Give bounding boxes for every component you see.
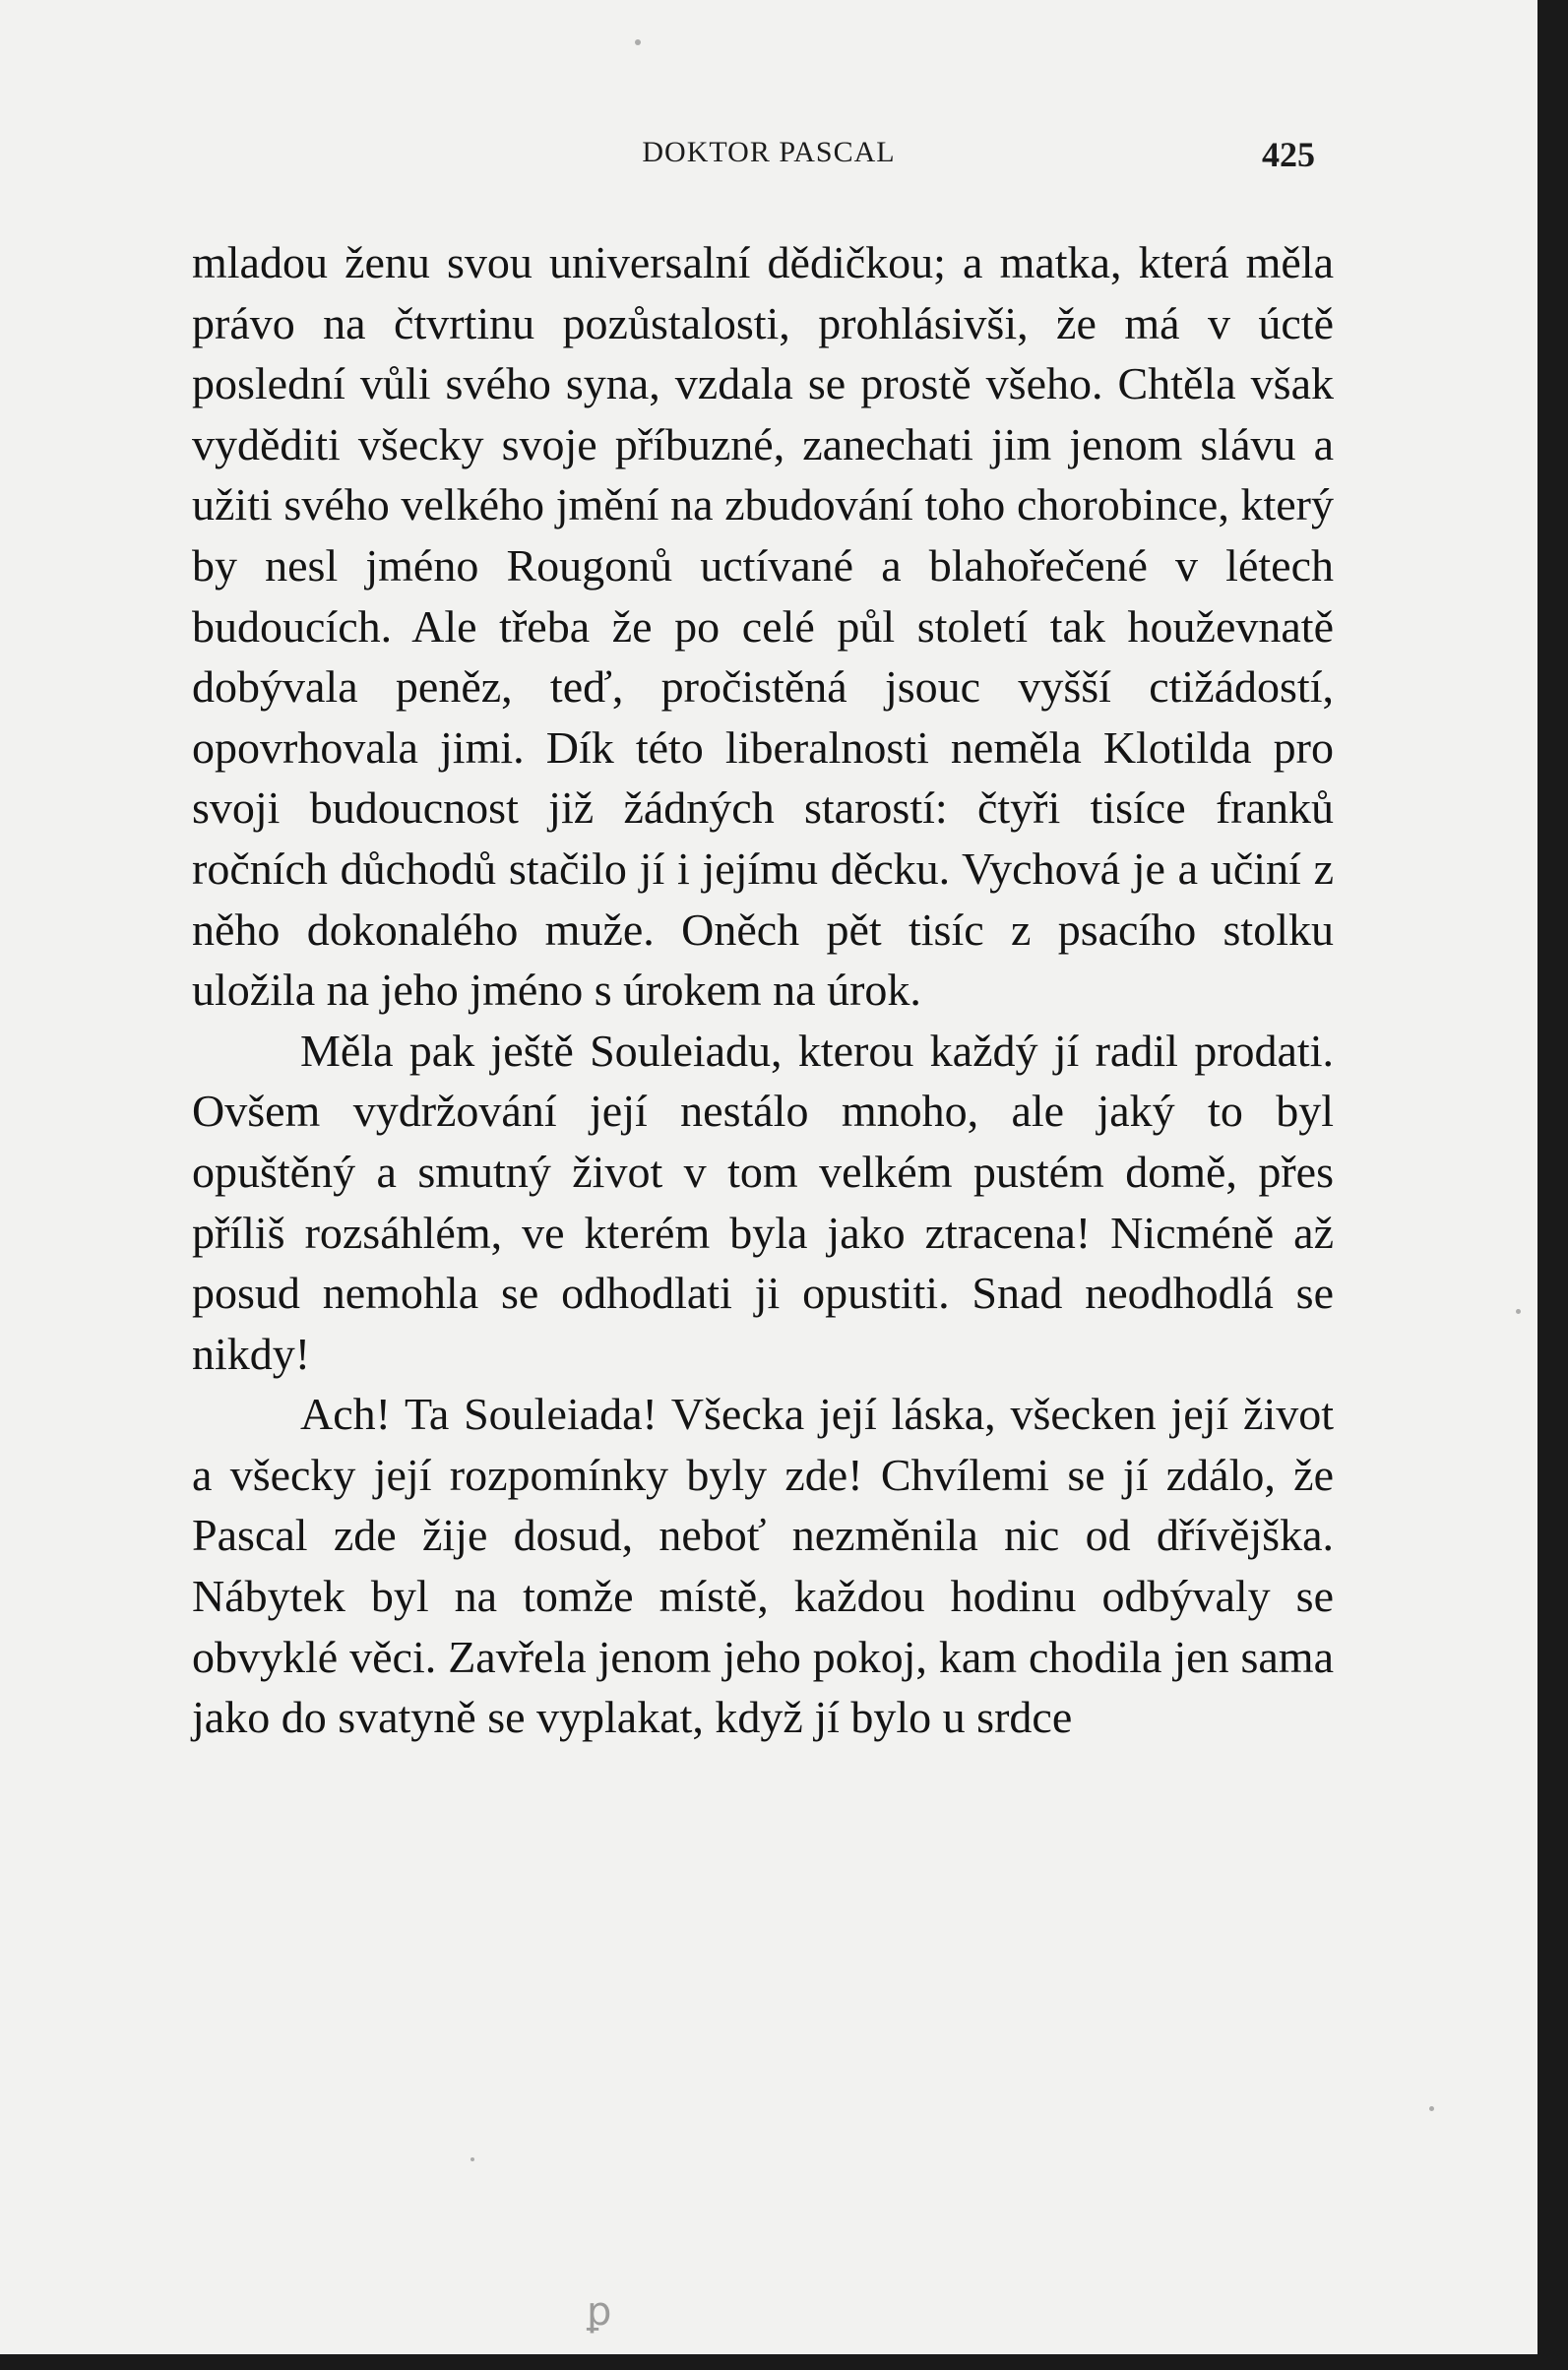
page-header (0, 136, 1537, 175)
paper-speck (1516, 1309, 1521, 1314)
paragraph-2: Měla pak ještě Souleiadu, kterou každý jí radil prodati. Ovšem vydržování její nestálo mnoho, ale jaký to byl opuštěný a smutný život v tom velkém pustém domě, přes příliš rozsáhlém, ve kterém byla jako ztracena! Nicméně až posud nemohla se odhodlati ji opustiti. Snad neodhodlá se nikdy! (192, 1025, 1334, 1379)
body-text (192, 232, 1334, 1748)
page-number: 425 (1262, 135, 1315, 174)
paragraph-1: mladou ženu svou universalní dědičkou; a matka, která měla právo na čtvrtinu pozůstalosti, prohlásivši, že má v úctě poslední vůli svého syna, vzdala se prostě všeho. Chtěla však vyděditi všecky svoje příbuzné, zanechati jim jenom slávu a užiti svého velkého jmění na zbudování toho chorobince, který by nesl jméno Rougonů uctívané a blahořečené v létech budoucích. Ale třeba že po celé půl století tak houževnatě dobývala peněz, teď, pročistěná jsouc vyšší ctižádostí, opovrhovala jimi. Dík této liberalnosti neměla Klotilda pro svoji budoucnost již žádných starostí: čtyři tisíce franků ročních důchodů stačilo jí i jejímu děcku. Vychová je a učiní z něho dokonalého muže. Oněch pět tisíc z psacího stolku uložila na jeho jméno s úrokem na úrok. (192, 237, 1334, 1016)
library-stamp-mark: ꝑ (587, 2289, 612, 2335)
paper-speck (1429, 2106, 1434, 2111)
paragraph-3: Ach! Ta Souleiada! Všecka její láska, všecken její život a všecky její rozpomínky byly zde! Chvílemi se jí zdálo, že Pascal zde žije dosud, neboť nezměnila nic od dřívějška. Nábytek byl na tomže místě, každou hodinu odbývaly se obvyklé věci. Zavřela jenom jeho pokoj, kam chodila jen sama jako do svatyně se vyplakat, když jí bylo u srdce (192, 1389, 1334, 1743)
paper-speck (635, 39, 641, 45)
running-title: DOKTOR PASCAL (642, 136, 896, 168)
paper-speck (470, 2157, 474, 2161)
